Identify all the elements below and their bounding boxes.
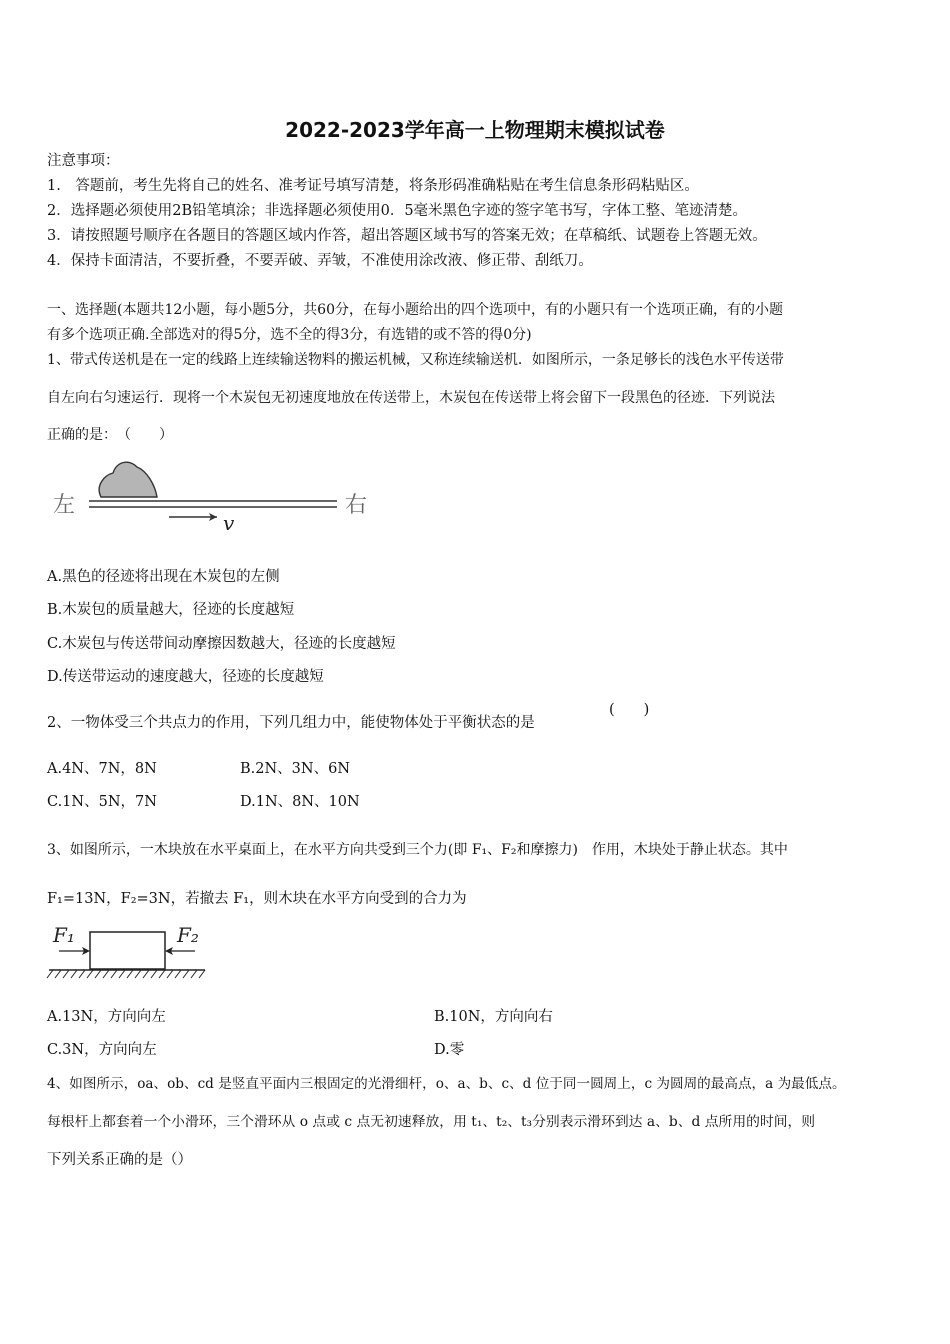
charcoal-bag-shape xyxy=(99,462,157,497)
q2-answer-paren: ( ) xyxy=(609,702,650,718)
q1-stem-line: 1、带式传送机是在一定的线路上连续输送物料的搬运机械，又称连续输送机．如图所示，一条足够长的浅色水平传送带 xyxy=(47,352,784,368)
q3-option-d: D.零 xyxy=(434,1042,465,1058)
q1-option-a: A.黑色的径迹将出现在木炭包的左侧 xyxy=(47,569,280,585)
q1-fig-left-label: 左 xyxy=(53,493,76,518)
page-title: 2022-2023学年高一上物理期末模拟试卷 xyxy=(285,118,665,142)
q3-fig-f1-label: F₁ xyxy=(53,923,75,947)
q1-option-b: B.木炭包的质量越大，径迹的长度越短 xyxy=(47,602,295,618)
q1-option-d: D.传送带运动的速度越大，径迹的长度越短 xyxy=(47,669,324,685)
notice-item: 1. 答题前，考生先将自己的姓名、准考证号填写清楚，将条形码准确粘贴在考生信息条形码粘贴区。 xyxy=(47,178,699,194)
q3-option-a: A.13N，方向向左 xyxy=(47,1009,166,1025)
q4-stem-line: 每根杆上都套着一个小滑环，三个滑环从 o 点或 c 点无初速释放，用 t₁、t₂、t₃分别表示滑环到达 a、b、d 点所用的时间，则 xyxy=(47,1114,816,1130)
q4-stem-line: 下列关系正确的是（） xyxy=(47,1152,192,1168)
q3-stem-line: F₁=13N，F₂=3N，若撤去 F₁，则木块在水平方向受到的合力为 xyxy=(47,891,467,907)
q3-option-b: B.10N，方向向右 xyxy=(434,1009,553,1025)
notice-heading: 注意事项： xyxy=(47,153,120,169)
q1-fig-right-label: 右 xyxy=(345,493,368,518)
notice-item: 3．请按照题号顺序在各题目的答题区域内作答，超出答题区域书写的答案无效；在草稿纸、试题卷上答题无效。 xyxy=(47,228,767,244)
q2-option-c: C.1N、5N，7N xyxy=(47,794,157,810)
q4-stem-line: 4、如图所示，oa、ob、cd 是竖直平面内三根固定的光滑细杆，o、a、b、c、d 位于同一圆周上，c 为圆周的最高点，a 为最低点。 xyxy=(47,1076,846,1092)
q1-option-c: C.木炭包与传送带间动摩擦因数越大，径迹的长度越短 xyxy=(47,636,396,652)
q2-option-d: D.1N、8N、10N xyxy=(240,794,360,810)
wood-block xyxy=(90,932,165,969)
q1-conveyor-figure xyxy=(45,455,380,540)
q1-stem-line: 自左向右匀速运行．现将一个木炭包无初速度地放在传送带上，木炭包在传送带上将会留下一段黑色的径迹．下列说法 xyxy=(47,390,775,406)
q3-fig-f2-label: F₂ xyxy=(177,923,199,947)
q3-option-c: C.3N，方向向左 xyxy=(47,1042,157,1058)
notice-item: 2．选择题必须使用2B铅笔填涂；非选择题必须使用0．5毫米黑色字迹的签字笔书写，字体工整、笔迹清楚。 xyxy=(47,203,748,219)
section-heading: 一、选择题(本题共12小题，每小题5分，共60分，在每小题给出的四个选项中，有的小题只有一个选项正确，有的小题 xyxy=(47,302,783,318)
notice-item: 4．保持卡面清洁，不要折叠，不要弄破、弄皱，不准使用涂改液、修正带、刮纸刀。 xyxy=(47,253,593,269)
q1-stem-line: 正确的是： （ ） xyxy=(47,427,173,443)
q2-option-b: B.2N、3N、6N xyxy=(240,761,351,777)
q1-fig-v-label: v xyxy=(223,511,235,535)
section-heading-cont: 有多个选项正确.全部选对的得5分，选不全的得3分，有选错的或不答的得0分) xyxy=(47,327,532,343)
q2-option-a: A.4N、7N，8N xyxy=(47,761,157,777)
table-hatching xyxy=(47,970,205,978)
q3-stem-line: 3、如图所示，一木块放在水平桌面上，在水平方向共受到三个力(即 F₁、F₂和摩擦力) 作用，木块处于静止状态。其中 xyxy=(47,842,788,858)
q3-block-figure xyxy=(45,920,210,982)
q2-stem: 2、一物体受三个共点力的作用，下列几组力中，能使物体处于平衡状态的是 xyxy=(47,715,535,731)
